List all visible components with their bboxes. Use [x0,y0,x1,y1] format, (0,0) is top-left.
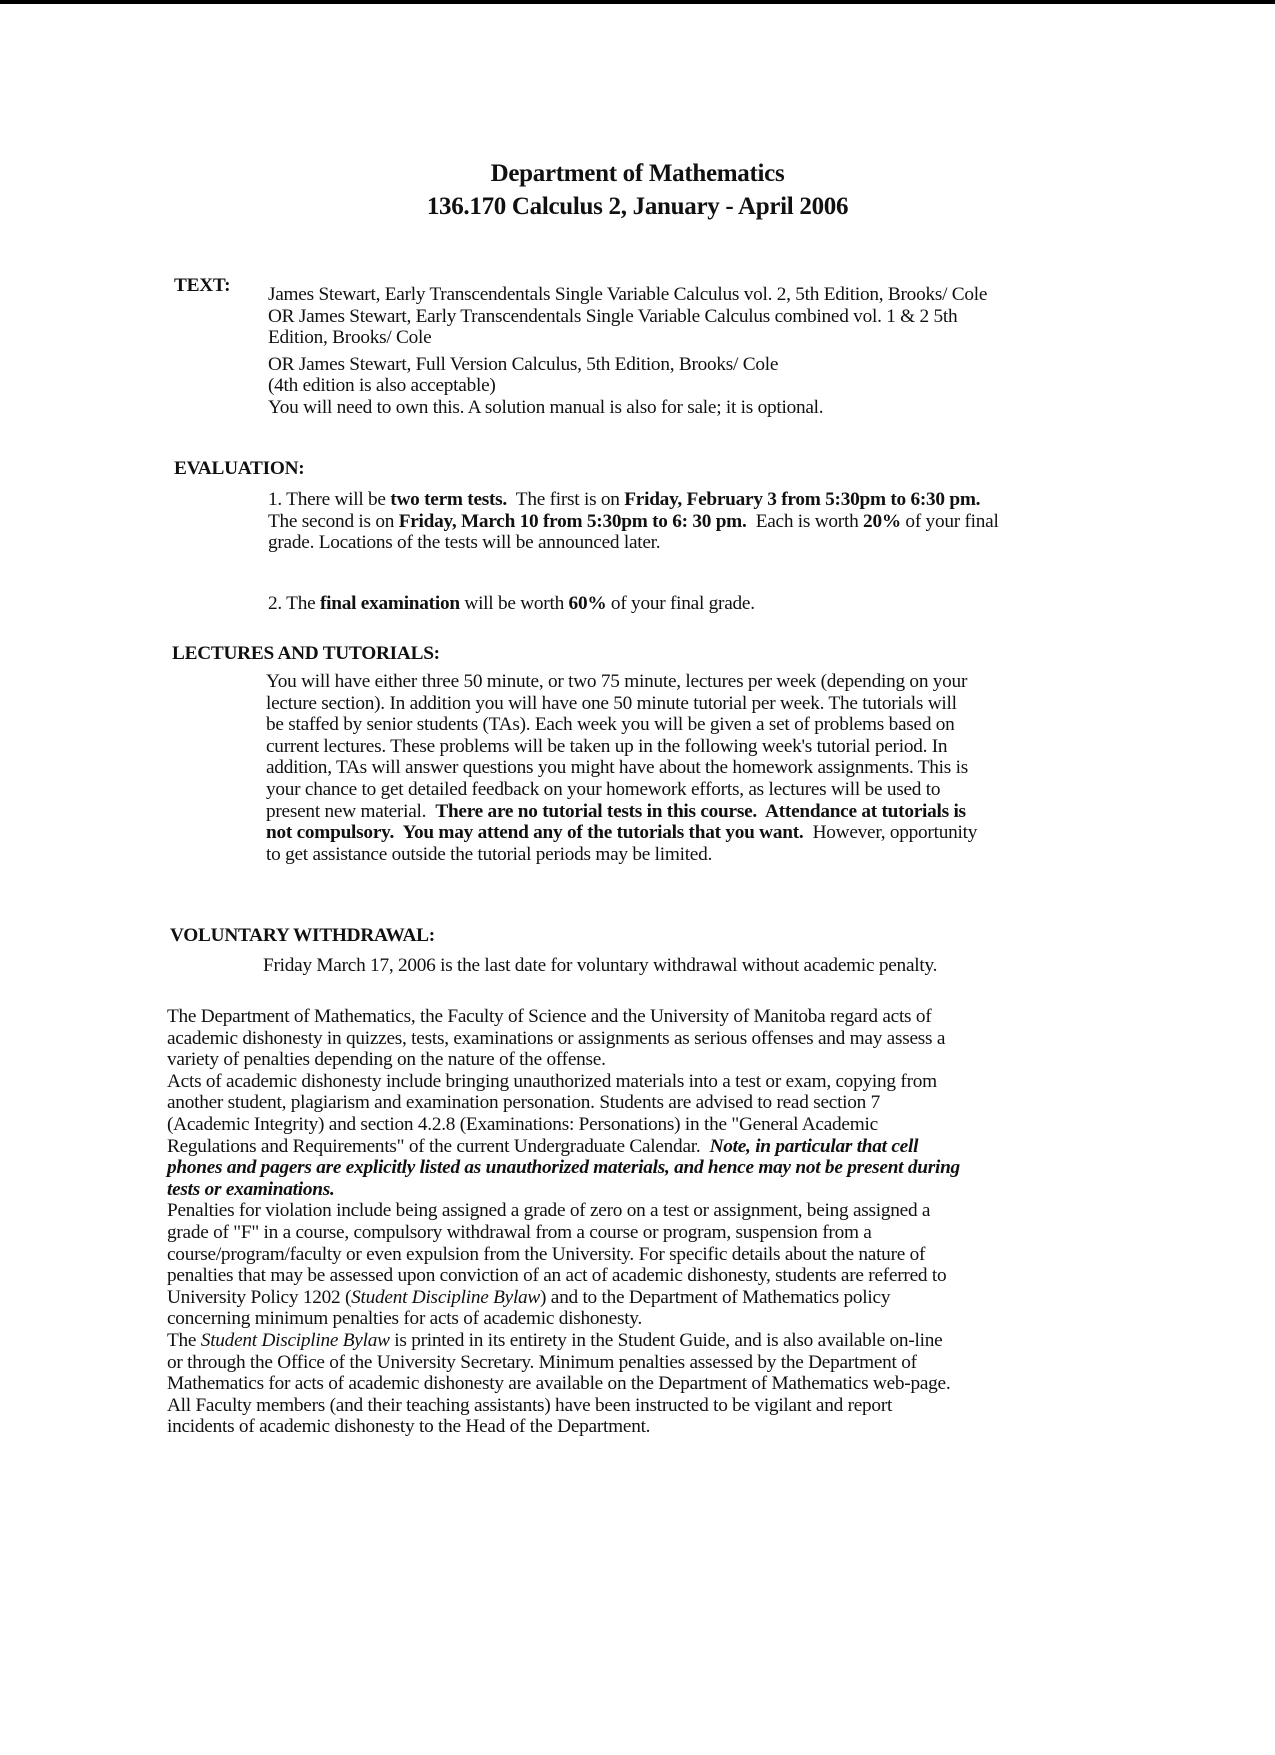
dishonesty-line [167,1330,960,1352]
lectures-line [266,822,977,844]
bold-text: There are no tutorial tests in this course. Attendance at tutorials is [435,800,966,822]
lectures-label: LECTURES AND TUTORIALS: [172,643,440,664]
second-test-date: Friday, March 10 from 5:30pm to 6: 30 pm. [398,510,747,532]
lectures-line: to get assistance outside the tutorial periods may be limited. [266,843,713,865]
lectures-line: current lectures. These problems will be taken up in the following week's tutorial period. In [266,735,948,757]
lectures-line: be staffed by senior students (TAs). Each week you will be given a set of problems based on [266,714,955,736]
dishonesty-line: grade of "F" in a course, compulsory withdrawal from a course or program, suspension from a [167,1221,872,1243]
dishonesty-line: course/program/faculty or even expulsion from the University. For specific details about the nature of [167,1243,926,1265]
test-weight: 20% [863,510,901,532]
final-exam-weight: 60% [568,593,607,614]
text: of your final [900,510,999,532]
text: is printed in its entirety in the Student Guide, and is also available on-line [389,1329,943,1351]
lectures-line: addition, TAs will answer questions you might have about the homework assignments. This is [266,757,968,779]
text-line: You will need to own this. A solution manual is also for sale; it is optional. [268,396,824,418]
dishonesty-line: Penalties for violation include being assigned a grade of zero on a test or assignment, being assigned a [167,1200,931,1222]
text-section-body [268,284,987,419]
course-title: 136.170 Calculus 2, January - April 2006 [426,193,849,220]
dishonesty-line: Acts of academic dishonesty include bringing unauthorized materials into a test or exam, copying from [167,1070,937,1092]
text: present new material. [266,800,436,822]
dishonesty-line: (Academic Integrity) and section 4.2.8 (Examinations: Personations) in the "General Academic [167,1113,878,1135]
evaluation-line [268,511,999,533]
dishonesty-line: concerning minimum penalties for acts of academic dishonesty. [167,1308,643,1330]
text: The first is on [507,489,625,510]
text-line: OR James Stewart, Full Version Calculus, 5th Edition, Brooks/ Cole [268,353,779,375]
dishonesty-line: variety of penalties depending on the nature of the offense. [167,1049,606,1071]
bold-text: two term tests. [390,489,507,510]
dishonesty-line: incidents of academic dishonesty to the Head of the Department. [167,1416,651,1438]
dishonesty-line: another student, plagiarism and examination personation. Students are advised to read section 7 [167,1092,881,1114]
dishonesty-line [167,1287,960,1309]
dishonesty-line: penalties that may be assessed upon conviction of an act of academic dishonesty, students are referred to [167,1265,947,1287]
text-line: (4th edition is also acceptable) [268,375,496,397]
dishonesty-line: All Faculty members (and their teaching assistants) have been instructed to be vigilant and report [167,1394,893,1416]
first-test-date: Friday, February 3 from 5:30pm to 6:30 pm. [624,489,981,510]
text-line: OR James Stewart, Early Transcendentals Single Variable Calculus combined vol. 1 & 2 5th [268,305,958,327]
dishonesty-line: The Department of Mathematics, the Faculty of Science and the University of Manitoba regard acts of [167,1006,932,1027]
evaluation-item-1 [268,489,999,554]
evaluation-line: grade. Locations of the tests will be announced later. [268,532,661,554]
academic-dishonesty-body [167,1006,960,1438]
text: The second is on [268,510,399,532]
text: University Policy 1202 ( [167,1286,352,1308]
text: of your final grade. [606,593,755,614]
withdrawal-label: VOLUNTARY WITHDRAWAL: [170,925,435,946]
text: ) and to the Department of Mathematics policy [540,1286,891,1308]
bold-italic-note: Note, in particular that cell [709,1135,919,1157]
dishonesty-line: academic dishonesty in quizzes, tests, examinations or assignments as serious offenses and may assess a [167,1027,946,1049]
bold-text: final examination [319,593,460,614]
text: The [167,1329,201,1351]
text-line: James Stewart, Early Transcendentals Single Variable Calculus vol. 2, 5th Edition, Brooks/ Cole [268,284,988,305]
bold-text: not compulsory. You may attend any of the tutorials that you want. [266,822,804,844]
italic-bylaw-title: Student Discipline Bylaw [200,1329,390,1351]
lectures-line: your chance to get detailed feedback on your homework efforts, as lectures will be used to [266,778,941,800]
dishonesty-note-line: tests or examinations. [167,1178,335,1200]
evaluation-item-2 [268,593,755,615]
department-title: Department of Mathematics [490,160,785,187]
text-line: Edition, Brooks/ Cole [268,327,432,349]
dishonesty-line: or through the Office of the University Secretary. Minimum penalties assessed by the Department of [167,1351,917,1373]
text: However, opportunity [803,822,978,844]
text: will be worth [459,593,569,614]
text-section-label: TEXT: [174,275,231,296]
italic-bylaw-title: Student Discipline Bylaw [351,1286,541,1308]
dishonesty-line [167,1136,960,1158]
evaluation-line [268,489,999,511]
text: 1. There will be [268,489,391,510]
text: Regulations and Requirements" of the current Undergraduate Calendar. [167,1135,710,1157]
dishonesty-line: Mathematics for acts of academic dishonesty are available on the Department of Mathematics web-page. [167,1373,951,1395]
lectures-line [266,801,977,823]
lectures-line: You will have either three 50 minute, or two 75 minute, lectures per week (depending on your [266,671,968,692]
dishonesty-note-line: phones and pagers are explicitly listed as unauthorized materials, and hence may not be present during [167,1157,960,1179]
lectures-line: lecture section). In addition you will have one 50 minute tutorial per week. The tutorials will [266,692,957,714]
withdrawal-date: Friday March 17, 2006 is the last date for voluntary withdrawal without academic penalty. [263,955,938,976]
text: 2. The [268,593,320,614]
evaluation-label: EVALUATION: [174,458,305,479]
lectures-body [266,671,977,865]
text: Each is worth [746,510,864,532]
